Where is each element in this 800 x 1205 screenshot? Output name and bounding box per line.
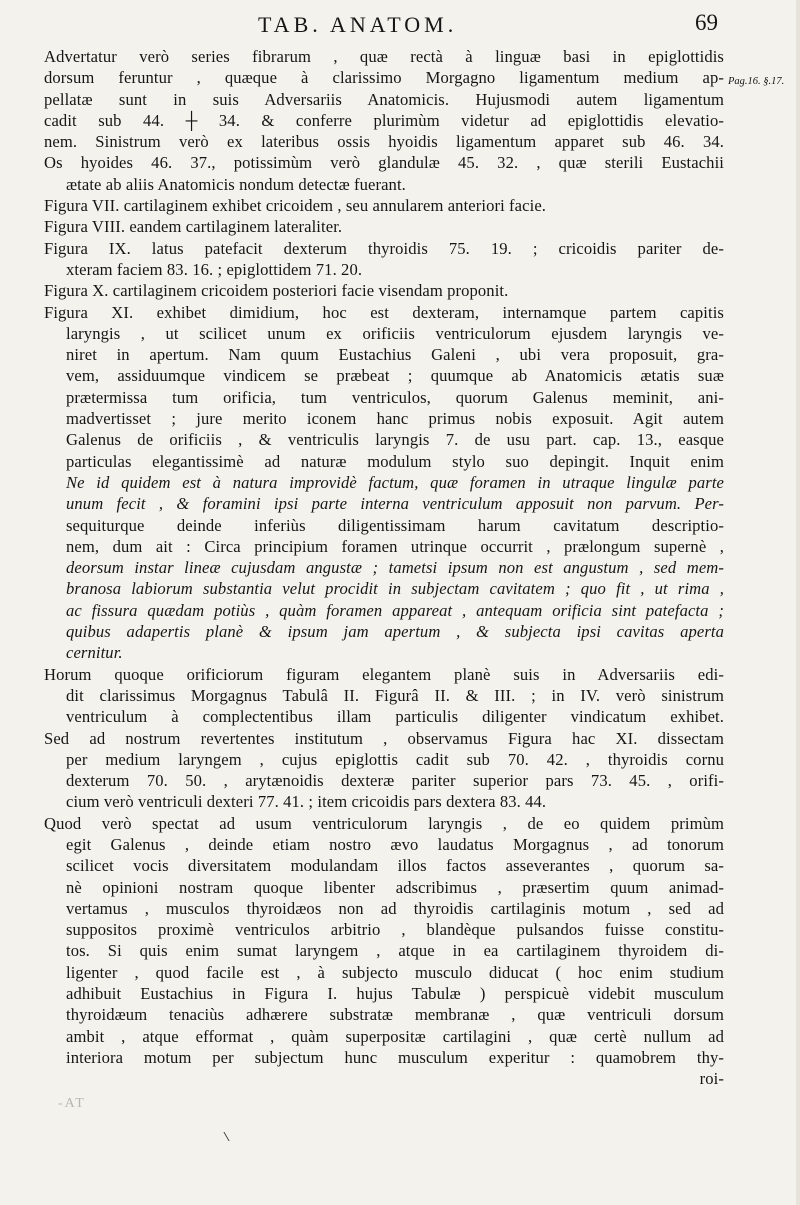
text-line: branosa labiorum substantia velut procidit in subjectam cavitatem ; quo fit , ut rima , [66, 579, 724, 599]
text-line: Horum quoque orificiorum figuram elegantem planè suis in Adversariis edi- [44, 664, 724, 684]
text-line: nè opinioni nostram quoque libenter adscribimus , præsertim quum animad- [66, 877, 724, 897]
text-line: Sed ad nostrum revertentes institutum , observamus Figura hac XI. dissectam [44, 728, 724, 748]
text-line: scilicet vocis diversitatem modulandam illos factos asseverantes , quorum sa- [66, 856, 724, 876]
body-text [44, 46, 724, 1090]
text-line: laryngis , ut scilicet unum ex orificiis ventriculorum ejusdem laryngis ve- [66, 323, 724, 343]
stray-mark: -AT [58, 1096, 86, 1111]
text-line: niret in apertum. Nam quum Eustachius Galeni , ubi vera proposuit, gra- [66, 345, 724, 365]
text-line: madvertisset ; jure merito iconem hanc primus nobis exposuit. Agit autem [66, 409, 724, 429]
text-line: Ne id quidem est à natura improvidè factum, quæ foramen in utraque lingulæ parte [66, 472, 724, 492]
text-line: quibus adapertis planè & ipsum jam apertum , & subjecta ipsi cavitas aperta [66, 622, 724, 642]
text-line: Figura XI. exhibet dimidium, hoc est dexteram, internamque partem capitis [44, 302, 724, 322]
text-line: Figura IX. latus patefacit dexterum thyroidis 75. 19. ; cricoidis pariter de- [44, 238, 724, 258]
scan-edge [796, 0, 800, 1205]
text-line: vertamus , musculos thyroidæos non ad thyroidis cartilaginis motum , sed ad [66, 898, 724, 918]
text-line: xteram faciem 83. 16. ; epiglottidem 71. 20. [66, 259, 363, 279]
text-line: ætate ab aliis Anatomicis nondum detectæ fuerant. [66, 174, 406, 194]
text-line: nem. Sinistrum verò ex lateribus ossis hyoidis ligamentum apparet sub 46. 34. [44, 132, 724, 152]
text-line: adhibuit Eustachius in Figura I. hujus Tabulæ ) perspicuè videbit musculum [66, 984, 724, 1004]
text-line: vem, assiduumque vindicem se præbeat ; quumque ab Anatomicis ætatis suæ [66, 366, 724, 386]
text-line: cadit sub 44. ┼ 34. & conferre plurimùm videtur ad epiglottidis elevatio- [44, 110, 724, 130]
text-line: egit Galenus , deinde etiam nostro ævo laudatus Morgagnus , ad tonorum [66, 834, 724, 854]
text-line: Galenus de orificiis , & ventriculis laryngis 7. de usu part. cap. 13., easque [66, 430, 724, 450]
text-line: dit clarissimus Morgagnus Tabulâ II. Figurâ II. & III. ; in IV. verò sinistrum [66, 685, 724, 705]
text-line: dorsum feruntur , quæque à clarissimo Morgagno ligamentum medium ap- [44, 68, 724, 88]
page-header [0, 8, 800, 42]
text-line: pellatæ sunt in suis Adversariis Anatomicis. Hujusmodi autem ligamentum [44, 89, 724, 109]
margin-note: Pag.16. §.17. [728, 76, 785, 87]
text-line: cium verò ventriculi dexteri 77. 41. ; item cricoidis pars dextera 83. 44. [66, 792, 547, 812]
ink-tick-mark [223, 1132, 235, 1141]
text-line: unum fecit , & foramini ipsi parte interna ventriculum apposuit non parvum. Per- [66, 494, 724, 514]
text-line: cernitur. [66, 643, 123, 663]
text-line: interiora motum per subjectum hunc musculum experitur : quamobrem thy- [66, 1047, 724, 1067]
text-line: ac fissura quædam potiùs , quàm foramen appareat , antequam orificia sint patefacta ; [66, 600, 724, 620]
text-line: Figura VIII. eandem cartilaginem lateraliter. [44, 217, 343, 237]
text-line: ligenter , quod facile est , à subjecto musculo diducat ( hoc enim studium [66, 962, 724, 982]
text-line: per medium laryngem , cujus epiglottis cadit sub 70. 42. , thyroidis cornu [66, 749, 724, 769]
text-line: sequiturque deinde inferiùs diligentissimam harum cavitatum descriptio- [66, 515, 724, 535]
text-line: Os hyoides 46. 37., potissimùm verò glandulæ 45. 32. , quæ sterili Eustachii [44, 153, 724, 173]
text-line: suppositos proximè ventriculos arbitrio , blandèque pulsandos fuisse constitu- [66, 920, 724, 940]
text-line: particulas elegantissimè ad naturæ modulum stylo suo depingit. Inquit enim [66, 451, 724, 471]
text-line: deorsum instar lineæ cujusdam angustæ ; tametsi ipsum non est angustum , sed mem- [66, 558, 724, 578]
text-line: tos. Si quis enim sumat laryngem , atque in ea cartilaginem thyroidem di- [66, 941, 724, 961]
page-number: 69 [695, 10, 718, 35]
text-line: Figura VII. cartilaginem exhibet cricoidem , seu annularem anteriori facie. [44, 196, 547, 216]
text-line: ventriculum à complectentibus illam particulis diligenter vindicatum exhibet. [66, 707, 724, 727]
text-line: dexterum 70. 50. , arytænoidis dexteræ pariter superior pars 73. 45. , orifi- [66, 771, 724, 791]
text-line: prætermissa tum orificia, tum ventriculos, quorum Galenus meminit, ani- [66, 387, 724, 407]
running-head: TAB. ANATOM. [258, 12, 458, 37]
text-line: Advertatur verò series fibrarum , quæ rectà à linguæ basi in epiglottidis [44, 47, 724, 66]
text-line: roi- [699, 1069, 724, 1089]
text-line: ambit , atque efformat , quàm superpositæ cartilagini , quæ certè nullum ad [66, 1026, 724, 1046]
text-line: Quod verò spectat ad usum ventriculorum laryngis , de eo quidem primùm [44, 813, 724, 833]
text-line: thyroidæum tenaciùs adhærere substratæ membranæ , quæ ventriculi dorsum [66, 1005, 724, 1025]
text-line: Figura X. cartilaginem cricoidem posteriori facie visendam proponit. [44, 281, 509, 301]
text-line: nem, dum ait : Circa principium foramen utrinque occurrit , prælongum supernè , [66, 536, 724, 556]
